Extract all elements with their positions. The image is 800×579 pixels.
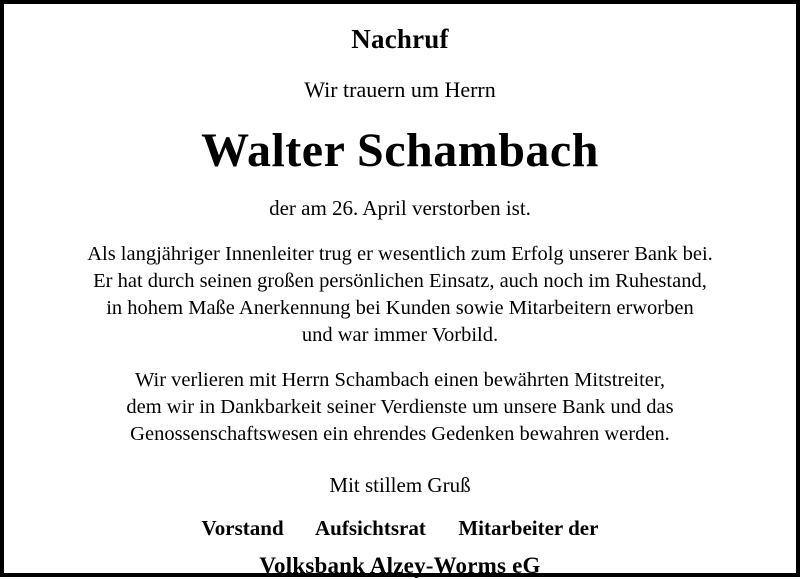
paragraph-line: Er hat durch seinen großen persönlichen Einsatz, auch noch im Ruhestand, xyxy=(93,270,707,293)
paragraph-line: Genossenschaftswesen ein ehrendes Gedenken bewahren werden. xyxy=(130,423,670,446)
tribute-paragraph-1 xyxy=(87,241,713,349)
death-date-line: der am 26. April verstorben ist. xyxy=(269,196,531,221)
closing-salutation: Mit stillem Gruß xyxy=(329,472,471,497)
signatory-mitarbeiter: Mitarbeiter der xyxy=(458,515,599,540)
deceased-name: Walter Schambach xyxy=(201,124,599,177)
signatory-aufsichtsrat: Aufsichtsrat xyxy=(314,515,426,540)
paragraph-line: Wir verlieren mit Herrn Schambach einen bewährten Mitstreiter, xyxy=(134,369,665,392)
company-name: Volksbank Alzey-Worms eG xyxy=(259,552,541,578)
signatory-vorstand: Vorstand xyxy=(201,515,284,540)
notice-heading: Nachruf xyxy=(351,24,449,54)
paragraph-line: Als langjähriger Innenleiter trug er wesentlich zum Erfolg unserer Bank bei. xyxy=(87,243,713,266)
paragraph-line: in hohem Maße Anerkennung bei Kunden sowie Mitarbeitern erworben xyxy=(106,297,694,320)
tribute-paragraph-2 xyxy=(126,367,673,448)
paragraph-line: dem wir in Dankbarkeit seiner Verdienste um unsere Bank und das xyxy=(126,396,674,419)
mourning-intro: Wir trauern um Herrn xyxy=(304,77,496,102)
paragraph-line: und war immer Vorbild. xyxy=(301,324,499,347)
signatory-line xyxy=(202,516,599,541)
